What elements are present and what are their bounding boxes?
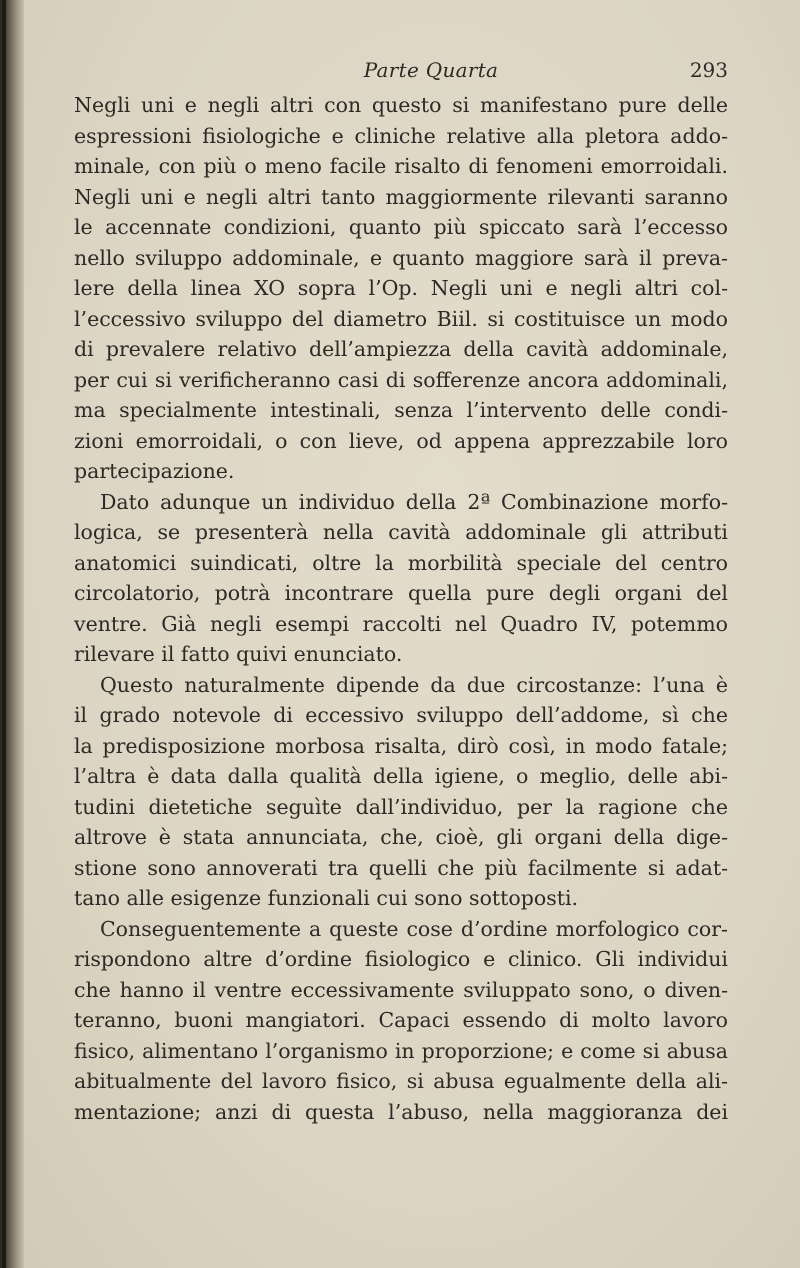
text-line: teranno, buoni mangiatori. Capaci essendo di molto lavoro xyxy=(74,1008,728,1032)
text-line: di prevalere relativo dell’ampiezza della cavità addominale, xyxy=(74,337,728,361)
running-title: Parte Quarta xyxy=(363,58,499,82)
text-line: che hanno il ventre eccessivamente sviluppato sono, o diven- xyxy=(74,977,728,1002)
binding-shadow-line xyxy=(2,0,6,1268)
text-line: logica, se presenterà nella cavità addominale gli attributi xyxy=(74,520,728,544)
text-line: Negli uni e negli altri con questo si manifestano pure delle xyxy=(74,93,728,117)
text-line: nello sviluppo addominale, e quanto maggiore sarà il preva- xyxy=(74,245,728,270)
text-line: Conseguentemente a queste cose d’ordine morfologico cor- xyxy=(100,916,728,941)
text-line: lere della linea XO sopra l’Op. Negli uni e negli altri col- xyxy=(74,276,728,300)
text-line: la predisposizione morbosa risalta, dirò così, in modo fatale; xyxy=(74,733,728,758)
text-line: abitualmente del lavoro fisico, si abusa egualmente della ali- xyxy=(74,1069,728,1093)
text-line: altrove è stata annunciata, che, cioè, gli organi della dige- xyxy=(74,825,728,849)
text-line: anatomici suindicati, oltre la morbilità speciale del centro xyxy=(74,550,728,575)
text-line: rispondono altre d’ordine fisiologico e clinico. Gli individui xyxy=(74,947,728,971)
text-line: partecipazione. xyxy=(74,459,235,483)
page-number: 293 xyxy=(689,58,728,82)
text-line: stione sono annoverati tra quelli che più facilmente si adat- xyxy=(74,855,728,880)
text-line: minale, con più o meno facile risalto di fenomeni emorroidali. xyxy=(74,154,728,178)
body-text xyxy=(74,90,728,1127)
text-line: tudini dietetiche seguìte dall’individuo, per la ragione che xyxy=(74,794,728,819)
text-line: rilevare il fatto quivi enunciato. xyxy=(74,642,403,666)
text-line: l’altra è data dalla qualità della igiene, o meglio, delle abi- xyxy=(74,764,728,788)
text-line: Dato adunque un individuo della 2ª Combinazione morfo- xyxy=(100,489,728,514)
text-line: ventre. Già negli esempi raccolti nel Quadro IV, potemmo xyxy=(74,611,728,636)
text-line: il grado notevole di eccessivo sviluppo dell’addome, sì che xyxy=(74,703,728,727)
text-line: l’eccessivo sviluppo del diametro Biil. si costituisce un modo xyxy=(74,306,728,331)
text-line: tano alle esigenze funzionali cui sono sottoposti. xyxy=(74,886,579,910)
text-line: per cui si verificheranno casi di sofferenze ancora addominali, xyxy=(74,367,728,392)
text-line: le accennate condizioni, quanto più spiccato sarà l’eccesso xyxy=(74,215,728,239)
page-header xyxy=(74,58,728,88)
text-line: espressioni fisiologiche e cliniche relative alla pletora addo- xyxy=(74,123,728,148)
text-line: zioni emorroidali, o con lieve, od appena apprezzabile loro xyxy=(74,428,728,453)
text-line: Negli uni e negli altri tanto maggiormente rilevanti saranno xyxy=(74,184,728,209)
text-line: circolatorio, potrà incontrare quella pure degli organi del xyxy=(74,581,728,605)
text-line: mentazione; anzi di questa l’abuso, nella maggioranza dei xyxy=(74,1099,728,1124)
text-line: fisico, alimentano l’organismo in proporzione; e come si abusa xyxy=(74,1038,728,1063)
text-line: ma specialmente intestinali, senza l’intervento delle condi- xyxy=(74,398,728,422)
text-line: Questo naturalmente dipende da due circostanze: l’una è xyxy=(100,672,728,697)
